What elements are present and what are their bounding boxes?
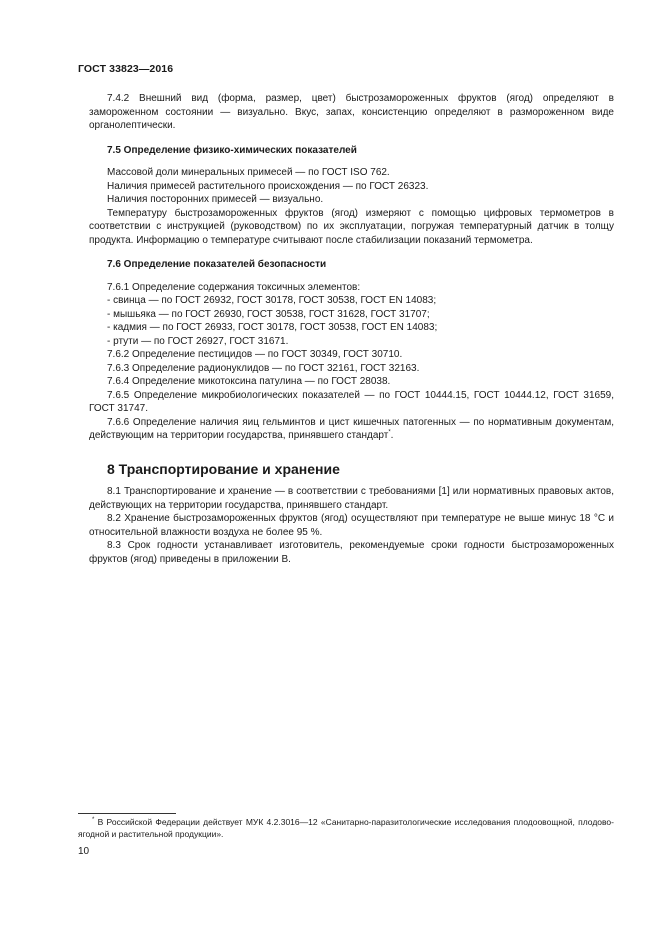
paragraph-7-6-1: 7.6.1 Определение содержания токсичных элементов: [107, 281, 361, 293]
paragraph-7-6-6-text: 7.6.6 Определение наличия яиц гельминтов и цист кишечных патогенных — по нормативным документам, действующим на территории государства, принявшего стандарт [89, 416, 614, 441]
paragraph-8-1: 8.1 Транспортирование и хранение — в соответствии с требованиями [1] или нормативных правовых актов, действующих на территории государства, принявшего стандарт. [89, 486, 614, 511]
paragraph-7-6-5: 7.6.5 Определение микробиологических показателей — по ГОСТ 10444.15, ГОСТ 10444.12, ГОСТ 31659, ГОСТ 31747. [89, 389, 614, 414]
footnote-text: В Российской Федерации действует МУК 4.2.3016—12 «Санитарно-паразитологические исследования плодоовощной, плодово-ягодной и растительной продукции». [78, 817, 614, 839]
paragraph-8-3: 8.3 Срок годности устанавливает изготовитель, рекомендуемые сроки годности быстрозамороженных фруктов (ягод) приведены в приложении В. [89, 540, 614, 565]
paragraph-7-5-2: Наличия примесей растительного происхождения — по ГОСТ 26323. [107, 180, 429, 192]
paragraph-7-6-2: 7.6.2 Определение пестицидов — по ГОСТ 30349, ГОСТ 30710. [107, 349, 403, 360]
list-item: - кадмия — по ГОСТ 26933, ГОСТ 30178, ГОСТ 30538, ГОСТ EN 14083; [107, 322, 438, 333]
list-item: - мышьяка — по ГОСТ 26930, ГОСТ 30538, ГОСТ 31628, ГОСТ 31707; [107, 308, 430, 320]
footnote-mark: * [92, 817, 95, 824]
list-item: - ртути — по ГОСТ 26927, ГОСТ 31671. [107, 335, 289, 347]
page-number: 10 [78, 846, 90, 857]
paragraph-8-2: 8.2 Хранение быстрозамороженных фруктов (ягод) осуществляют при температуре не выше минус 18 °С и относительной влажности воздуха не более 95 %. [89, 513, 614, 538]
list-item: - свинца — по ГОСТ 26932, ГОСТ 30178, ГОСТ 30538, ГОСТ EN 14083; [107, 295, 437, 306]
section-heading-8: 8 Транспортирование и хранение [107, 460, 340, 477]
footnote [78, 817, 614, 840]
paragraph-7-6-4: 7.6.4 Определение микотоксина патулина — по ГОСТ 28038. [107, 376, 391, 387]
doc-header: ГОСТ 33823—2016 [78, 63, 174, 75]
footnote-divider [78, 813, 176, 814]
paragraph-7-5-3: Наличия посторонних примесей — визуально. [107, 194, 324, 205]
section-heading-7-6: 7.6 Определение показателей безопасности [107, 259, 327, 270]
paragraph-7-5-1: Массовой доли минеральных примесей — по ГОСТ ISO 762. [107, 167, 390, 178]
paragraph-7-4-2: 7.4.2 Внешний вид (форма, размер, цвет) быстрозамороженных фруктов (ягод) определяют в замороженном состоянии — визуально. Вкус, запах, консистенцию определяют в размороженном виде органолептически. [89, 93, 614, 131]
paragraph-7-6-6 [89, 416, 614, 443]
paragraph-7-6-3: 7.6.3 Определение радионуклидов — по ГОСТ 32161, ГОСТ 32163. [107, 362, 420, 374]
paragraph-7-6-6-end: . [390, 430, 394, 441]
document-body [89, 92, 614, 566]
section-heading-7-5: 7.5 Определение физико-химических показателей [107, 144, 357, 156]
paragraph-7-5-4: Температуру быстрозамороженных фруктов (ягод) измеряют с помощью цифровых термометров в соответствии с инструкцией (руководством) по их эксплуатации, погружая температурный датчик в толщу продукта. Информацию о температуре считывают после стабилизации показаний термометра. [89, 207, 614, 246]
footnote-reference: * [388, 429, 391, 436]
